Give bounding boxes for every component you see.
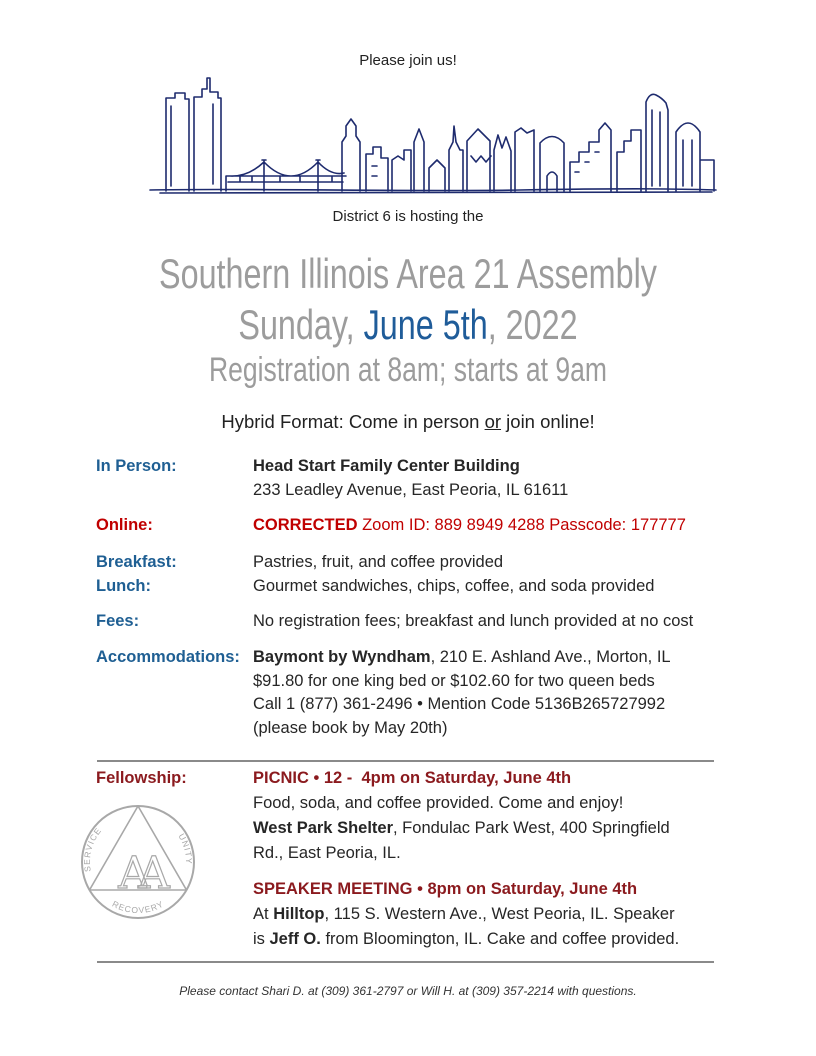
in-person-value: [253, 455, 568, 502]
picnic-location: [253, 816, 670, 841]
aa-logo: [78, 802, 198, 922]
speaker-address: , 115 S. Western Ave., West Peoria, IL. Speaker: [324, 905, 675, 923]
event-date-year: , 2022: [487, 301, 578, 348]
venue-address: 233 Leadley Avenue, East Peoria, IL 61611: [253, 480, 569, 499]
host-text: District 6 is hosting the: [332, 208, 484, 225]
in-person-label: In Person:: [96, 457, 177, 475]
lunch-value: Gourmet sandwiches, chips, coffee, and soda provided: [253, 576, 655, 595]
event-date-highlight: June 5th: [363, 301, 488, 348]
contact-footer: Please contact Shari D. at (309) 361-2797 or Will H. at (309) 357-2214 with questions.: [179, 984, 637, 998]
skyline-bridge: [226, 160, 346, 191]
format-note-pre: Hybrid Format: Come in person: [221, 411, 485, 432]
fees-value-wrap: [253, 610, 693, 634]
divider-top: [97, 760, 714, 762]
event-title: Southern Illinois Area 21 Assembly: [159, 250, 657, 297]
event-date-day: Sunday,: [238, 301, 364, 348]
picnic-heading: PICNIC • 12 - 4pm on Saturday, June 4th: [253, 769, 572, 787]
format-note: [0, 411, 816, 433]
skyline-left-towers: [166, 78, 221, 191]
skyline-ground-line: [150, 189, 716, 193]
hotel-booking: Call 1 (877) 361-2496 • Mention Code 5136B265727992: [253, 695, 666, 713]
venue-name: Head Start Family Center Building: [253, 457, 520, 475]
divider-bottom: [97, 961, 714, 963]
logo-left-text: [82, 825, 104, 872]
registration-time: Registration at 8am; starts at 9am: [209, 351, 607, 389]
hotel-address: , 210 E. Ashland Ave., Morton, IL: [430, 648, 671, 666]
picnic-block: [253, 766, 670, 866]
hotel-name: Baymont by Wyndham: [253, 648, 431, 666]
skyline-right-towers: [617, 94, 714, 191]
speaker-block: [253, 877, 679, 952]
fees-label: Fees:: [96, 612, 140, 630]
accommodations-label: Accommodations:: [96, 648, 240, 666]
logo-bottom-text: [111, 899, 166, 916]
zoom-info: [253, 514, 686, 538]
lunch-label: Lunch:: [96, 576, 151, 595]
speaker-at: At: [253, 905, 274, 923]
corrected-flag: CORRECTED: [253, 516, 358, 534]
speaker-is: is: [253, 930, 270, 948]
accommodations-value: [253, 646, 671, 740]
format-note-or: or: [484, 411, 502, 432]
speaker-location: [253, 902, 679, 927]
logo-unity-word: UNITY: [176, 831, 195, 865]
picnic-address-cont: Rd., East Peoria, IL.: [253, 844, 401, 862]
zoom-details: Zoom ID: 889 8949 4288 Passcode: 177777: [357, 516, 686, 534]
format-note-post: join online!: [501, 411, 595, 432]
online-label: Online:: [96, 516, 153, 534]
speaker-name: Jeff O.: [269, 930, 321, 948]
fellowship-label: Fellowship:: [96, 769, 187, 787]
logo-recovery-word: RECOVERY: [110, 898, 166, 916]
logo-right-text: [177, 832, 195, 865]
logo-service-word: SERVICE: [81, 825, 104, 873]
skyline-midtown: [342, 119, 611, 191]
speaker-details: from Bloomington, IL. Cake and coffee provided.: [320, 930, 680, 948]
picnic-place: West Park Shelter: [253, 819, 394, 837]
online-value: [253, 514, 686, 538]
breakfast-value: Pastries, fruit, and coffee provided: [253, 553, 504, 571]
picnic-address: , Fondulac Park West, 400 Springfield: [393, 819, 670, 837]
invite-text: Please join us!: [359, 52, 457, 69]
fees-value: No registration fees; breakfast and lunch provided at no cost: [253, 612, 694, 630]
speaker-info: [253, 927, 679, 952]
speaker-place: Hilltop: [273, 905, 325, 923]
hotel-rates: $91.80 for one king bed or $102.60 for two queen beds: [253, 671, 655, 690]
meals-labels: [96, 551, 177, 598]
picnic-description: Food, soda, and coffee provided. Come and enjoy!: [253, 794, 624, 812]
speaker-heading: SPEAKER MEETING • 8pm on Saturday, June 4th: [253, 880, 638, 898]
event-date: [94, 301, 722, 349]
hotel-deadline: (please book by May 20th): [253, 718, 448, 737]
logo-center-letters: AA: [118, 848, 158, 899]
hotel-line: [253, 646, 671, 670]
breakfast-label: Breakfast:: [96, 553, 177, 571]
meals-values: [253, 551, 654, 598]
skyline-illustration: [0, 0, 816, 210]
